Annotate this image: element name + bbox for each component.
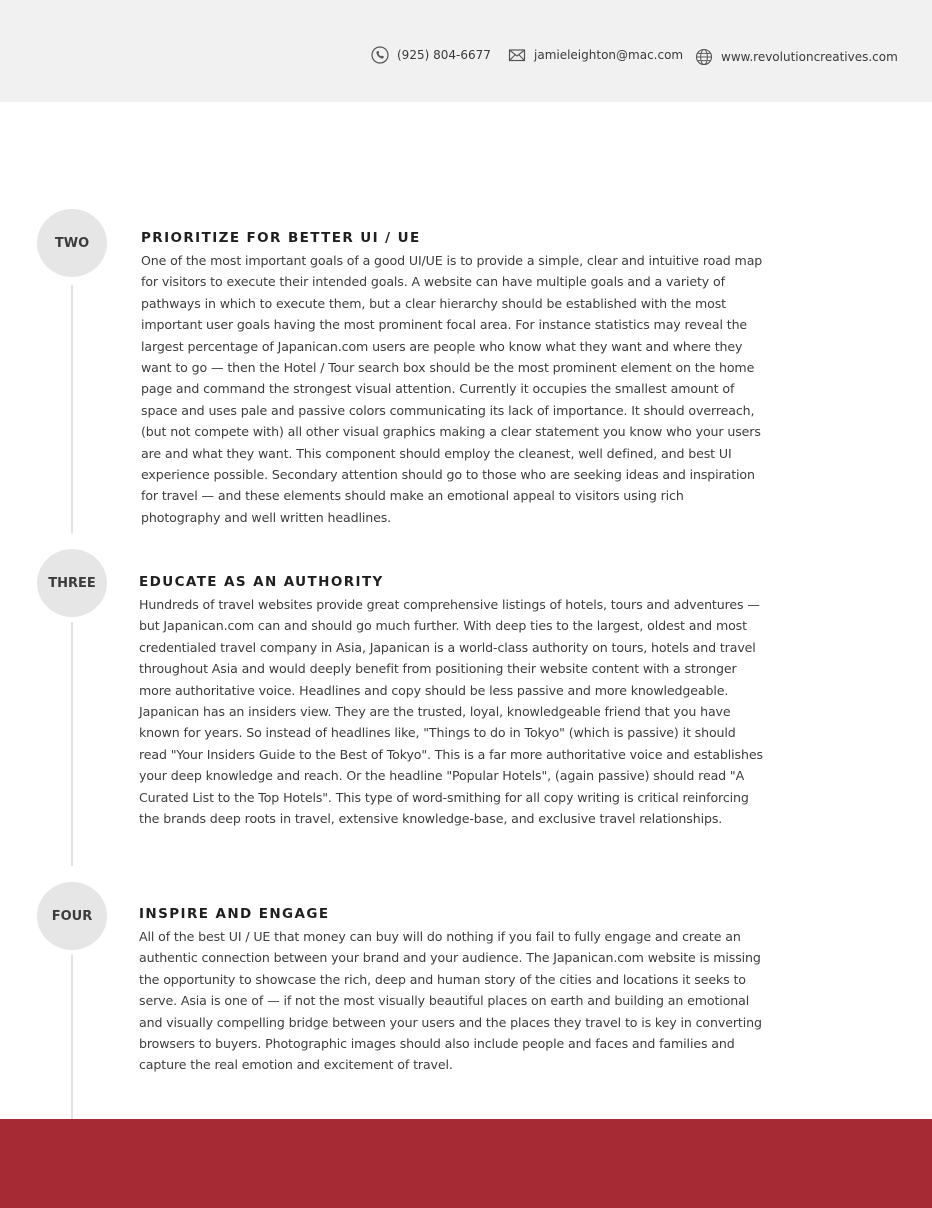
email-contact[interactable]	[508, 45, 683, 65]
section-body: All of the best UI / UE that money can buy will do nothing if you fail to fully engage and create an authentic connection between your brand and your audience. The Japanican.com website is missing the opportunity to showcase the rich, deep and human story of the cities and locations it seeks to serve. Asia is one of — if not the most visually beautiful places on earth and building an emotional and visually compelling bridge between your users and the places they travel to is key in converting browsers to buyers. Photographic images should also include people and faces and families and capture the real emotion and excitement of travel.	[139, 929, 762, 1073]
section-body: One of the most important goals of a good UI/UE is to provide a simple, clear and intuitive road map for visitors to execute their intended goals. A website can have multiple goals and a variety of pathways in which to execute them, but a clear hierarchy should be established with the most important user goals having the most prominent focal area. For instance statistics may reveal the largest percentage of Japanican.com users are people who know what they want and where they want to go — then the Hotel / Tour search box should be the most prominent element on the home page and command the strongest visual attention. Currently it occupies the smallest amount of space and uses pale and passive colors communicating its lack of importance. It should overreach, (but not compete with) all other visual graphics making a clear statement you know who your users are and what they want. This component should employ the cleanest, well defined, and best UI experience possible. Secondary attention should go to those who are seeking ideas and inspiration for travel — and these elements should make an emotional appeal to visitors using rich photography and well written headlines.	[141, 253, 763, 525]
contact-header	[0, 0, 932, 102]
section-prioritize	[141, 230, 763, 528]
phone-number: (925) 804-6677	[397, 48, 491, 62]
timeline-line	[71, 955, 73, 1119]
section-body: Hundreds of travel websites provide great comprehensive listings of hotels, tours and adventures — but Japanican.com can and should go much further. With deep ties to the largest, oldest and most credentialed travel company in Asia, Japanican is a world-class authority on tours, hotels and travel throughout Asia and would deeply benefit from positioning their website content with a stronger more authoritative voice. Headlines and copy should be less passive and more knowledgeable. Japanican has an insiders view. They are the trusted, loyal, knowledgeable friend that you have known for years. So instead of headlines like, "Things to do in Tokyo" (which is passive) it should read "Your Insiders Guide to the Best of Tokyo". This is a far more authoritative voice and establishes your deep knowledge and reach. Or the headline "Popular Hotels", (again passive) should read "A Curated List to the Top Hotels". This type of word-smithing for all copy writing is critical reinforcing the brands deep roots in travel, extensive knowledge-base, and exclusive travel relationships.	[139, 597, 763, 827]
section-number-badge: TWO	[37, 209, 107, 277]
section-number-badge: FOUR	[37, 882, 107, 950]
phone-contact[interactable]	[371, 45, 491, 65]
section-heading: PRIORITIZE FOR BETTER UI / UE	[141, 230, 421, 246]
timeline-line	[71, 622, 73, 866]
section-heading: INSPIRE AND ENGAGE	[139, 906, 330, 922]
section-number-badge: THREE	[37, 549, 107, 617]
email-address: jamieleighton@mac.com	[534, 48, 684, 62]
globe-icon	[695, 48, 713, 66]
envelope-icon	[508, 46, 526, 64]
phone-icon	[371, 46, 389, 64]
timeline-line	[71, 285, 73, 533]
website-url: www.revolutioncreatives.com	[721, 50, 898, 64]
section-heading: EDUCATE AS AN AUTHORITY	[139, 574, 384, 590]
website-contact[interactable]	[695, 47, 898, 67]
section-inspire	[139, 906, 763, 1076]
section-educate	[139, 574, 763, 829]
footer-bar	[0, 1119, 932, 1208]
